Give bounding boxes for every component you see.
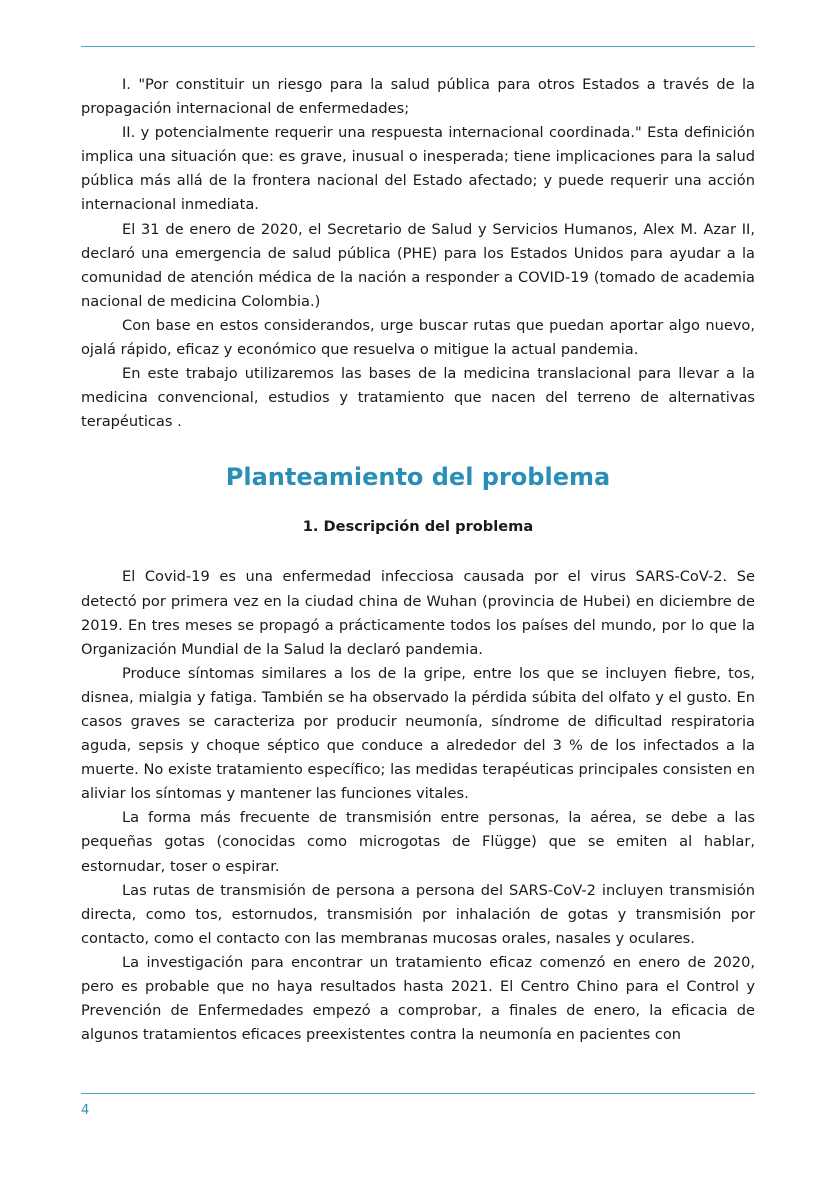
section-paragraph-3: La forma más frecuente de transmisión entre personas, la aérea, se debe a las pequeñas gotas (conocidas como microgotas de Flügge) que se emiten al hablar, estornudar, toser o espirar. [81, 809, 755, 875]
section-paragraph-5: La investigación para encontrar un tratamiento eficaz comenzó en enero de 2020, pero es probable que no haya resultados hasta 2021. El Centro Chino para el Control y Prevención de Enfermedades empezó a comprobar, a finales de enero, la eficacia de algunos tratamientos eficaces preexistentes contra la neumonía en pacientes con [81, 953, 755, 1044]
footer-rule [81, 1093, 755, 1094]
section-title: Planteamiento del problema [225, 463, 611, 492]
section-body [81, 565, 755, 1047]
page-number: 4 [81, 1103, 90, 1118]
intro-paragraph-5: En este trabajo utilizaremos las bases de la medicina translacional para llevar a la medicina convencional, estudios y tratamiento que nacen del terreno de alternativas terapéuticas . [81, 365, 755, 431]
intro-paragraph-4: Con base en estos considerandos, urge buscar rutas que puedan aportar algo nuevo, ojalá rápido, eficaz y económico que resuelva o mitigue la actual pandemia. [81, 316, 755, 359]
intro-paragraph-1: I. "Por constituir un riesgo para la salud pública para otros Estados a través de la propagación internacional de enfermedades; [81, 76, 755, 118]
intro-paragraph-2: II. y potencialmente requerir una respuesta internacional coordinada." Esta definición implica una situación que: es grave, inusual o inesperada; tiene implicaciones para la salud pública más allá de la frontera nacional del Estado afectado; y puede requerir una acción internacional inmediata. [81, 124, 755, 214]
section-paragraph-2: Produce síntomas similares a los de la gripe, entre los que se incluyen fiebre, tos, disnea, mialgia y fatiga. También se ha observado la pérdida súbita del olfato y el gusto. En casos graves se caracteriza por producir neumonía, síndrome de dificultad respiratoria aguda, sepsis y choque séptico que conduce a alrededor del 3 % de los infectados a la muerte. No existe tratamiento específico; las medidas terapéuticas principales consisten en aliviar los síntomas y mantener las funciones vitales. [81, 664, 755, 803]
page-content [81, 73, 755, 1047]
section-paragraph-1: El Covid-19 es una enfermedad infecciosa causada por el virus SARS-CoV-2. Se detectó por primera vez en la ciudad china de Wuhan (provincia de Hubei) en diciembre de 2019. En tres meses se propagó a prácticamente todos los países del mundo, por lo que la Organización Mundial de la Salud la declaró pandemia. [81, 568, 755, 658]
section-subtitle: 1. Descripción del problema [302, 518, 534, 536]
intro-paragraph-3: El 31 de enero de 2020, el Secretario de Salud y Servicios Humanos, Alex M. Azar II, declaró una emergencia de salud pública (PHE) para los Estados Unidos para ayudar a la comunidad de atención médica de la nación a responder a COVID-19 (tomado de academia nacional de medicina Colombia.) [81, 220, 755, 310]
header-rule [81, 46, 755, 47]
section-paragraph-4: Las rutas de transmisión de persona a persona del SARS-CoV-2 incluyen transmisión directa, como tos, estornudos, transmisión por inhalación de gotas y transmisión por contacto, como el contacto con las membranas mucosas orales, nasales y oculares. [81, 881, 755, 947]
